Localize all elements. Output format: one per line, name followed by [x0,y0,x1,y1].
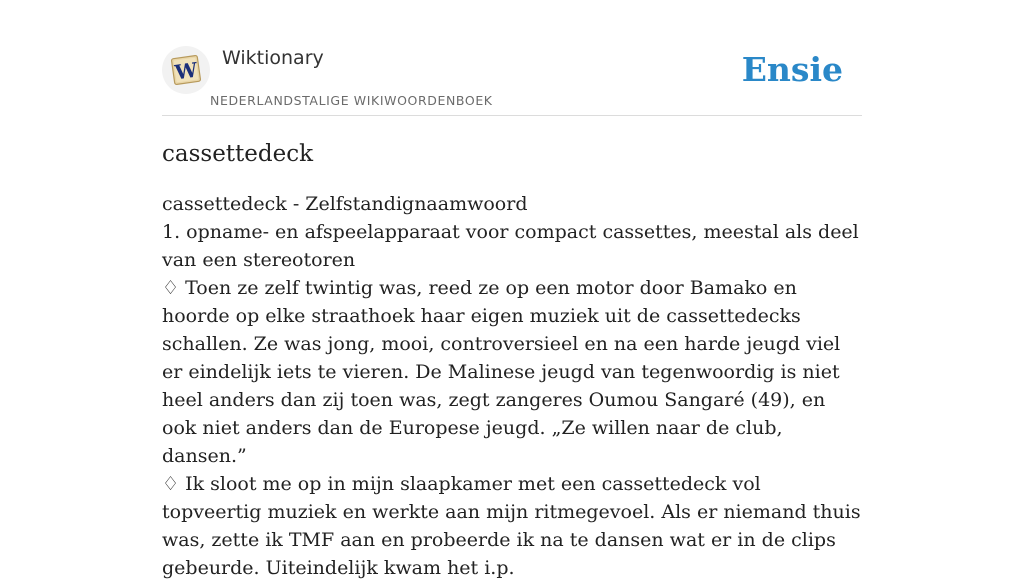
svg-text:W: W [173,57,199,85]
page-title: cassettedeck [162,141,314,167]
wiktionary-logo-icon[interactable] [162,46,210,94]
site-name[interactable]: Wiktionary [222,47,324,69]
example-sentence: ♢ Toen ze zelf twintig was, reed ze op een motor door Bamako en hoorde op elke straathoek haar eigen muziek uit de cassettedecks schallen. Ze was jong, mooi, controversieel en na een harde jeugd viel er eindelijk iets te vieren. De Malinese jeugd van tegenwoordig is niet heel anders dan zij toen was, zegt zangeres Oumou Sangaré (49), en ook niet anders dan de Europese jeugd. „Ze willen naar de club, dansen.” [162,277,841,467]
article-content [162,138,862,582]
word-type: cassettedeck - Zelfstandignaamwoord [162,193,528,215]
ensie-brand-logo[interactable]: Ensie [741,50,843,89]
site-subtitle: NEDERLANDSTALIGE WIKIWOORDENBOEK [210,93,493,108]
definition: 1. opname- en afspeelapparaat voor compact cassettes, meestal als deel van een stereotoren [162,221,859,271]
example-sentence: ♢ Ik sloot me op in mijn slaapkamer met een cassettedeck vol topveertig muziek en werkte aan mijn ritmegevoel. Als er niemand thuis was, zette ik TMF aan en probeerde ik na te dansen wat er in de clips gebeurde. Uiteindelijk kwam het i.p. [162,473,861,579]
site-header [162,40,862,116]
